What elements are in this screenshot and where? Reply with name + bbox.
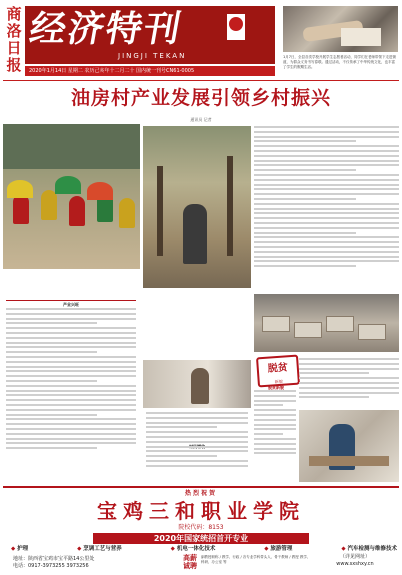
craft-item	[358, 324, 386, 340]
photo-sheet	[341, 28, 381, 46]
dancer-figure	[119, 198, 135, 228]
article-headline: 油房村产业发展引领乡村振兴	[70, 87, 331, 109]
top-news-caption: 1月7日，全县各类学校开展学生志愿者活动，同学们在老师带领下走进街道，为群众义务书写春联。通过活动，不仅传承了中华传统文化，也丰富了学生的假期生活。	[283, 55, 396, 69]
craft-item	[326, 316, 354, 332]
masthead-rule	[3, 80, 399, 81]
ad-majors-list	[11, 546, 397, 553]
ad-congrats: 热烈祝贺	[184, 490, 217, 497]
top-news-photo	[283, 6, 398, 52]
dancer-figure	[69, 196, 85, 226]
ad-recruit-badge: 高薪诚聘	[183, 554, 197, 570]
ad-major-item: ◆ 汽车检测与维修技术	[341, 546, 397, 553]
article-body-column-4	[254, 390, 296, 482]
article-body-column-2	[146, 412, 248, 480]
ad-url-label: （详见网址）	[339, 554, 370, 560]
stamp-sub-text: 新貌	[274, 378, 283, 385]
poverty-relief-stamp	[256, 355, 300, 388]
dance-photo	[3, 124, 140, 269]
dance-fan	[87, 182, 113, 200]
article-body-column-1	[6, 308, 136, 480]
stamp-main-text: 脱贫	[267, 362, 289, 375]
craft-item	[294, 322, 322, 338]
ad-url-link[interactable]: www.sxshxy.cn	[336, 561, 374, 567]
ad-address: 地址：陕西省宝鸡市宝平路14公里处	[13, 556, 95, 562]
dance-fan	[55, 176, 81, 194]
masthead-pinyin: JINGJI TEKAN	[118, 52, 187, 60]
ad-enrollment-banner: 2020年国家统招首开专业	[93, 533, 309, 544]
workshop-photo	[143, 360, 251, 408]
orchard-photo	[143, 126, 251, 288]
craft-item	[262, 316, 290, 332]
article-body-column-5	[299, 358, 399, 406]
dancer-figure	[13, 194, 29, 224]
worker-figure	[191, 368, 209, 404]
desk	[309, 456, 389, 466]
masthead-seal-dot	[229, 17, 243, 31]
masthead	[0, 0, 402, 80]
ad-school-code: 院校代码：8153	[178, 524, 224, 531]
ad-school-name: 宝鸡三和职业学院	[97, 499, 305, 523]
office-photo	[299, 410, 399, 482]
photo-background	[3, 124, 140, 169]
newspaper-brand-vertical: 商洛日报	[6, 5, 22, 74]
school-advertisement	[3, 486, 399, 574]
ad-website	[311, 554, 399, 568]
section-kicker: 脱贫新貌	[268, 385, 284, 390]
ad-major-item: ◆ 护理	[11, 546, 28, 553]
craft-photo	[254, 294, 399, 352]
article-byline: 通讯员 记者	[190, 117, 212, 122]
ad-major-item: ◆ 机电一体化技术	[171, 546, 216, 553]
masthead-title: 经济特刊	[26, 9, 186, 50]
tree-trunk	[227, 156, 233, 256]
section-label-industry: 产业兴旺	[6, 300, 136, 310]
ad-phone: 电话：0917-3973255 3973256	[13, 563, 89, 569]
dancer-figure	[41, 190, 57, 220]
ad-major-item: ◆ 烹调工艺与营养	[77, 546, 122, 553]
dance-fan	[7, 180, 33, 198]
ad-contact	[13, 556, 183, 570]
ad-major-item: ◆ 旅游管理	[264, 546, 292, 553]
ad-recruit-desc: 副教授职称 / 教学、行政 / 各专业学科带头人、骨干教师 / 教授 教学、科研、办公室 等	[201, 555, 311, 564]
tree-trunk	[157, 166, 163, 256]
article-body-column-3	[254, 126, 399, 290]
farmer-figure	[183, 204, 207, 264]
issue-meta-bar: 2020年1月14日 星期二 农历己亥年十二月二十 国内统一刊号CN61-0005	[25, 66, 275, 76]
